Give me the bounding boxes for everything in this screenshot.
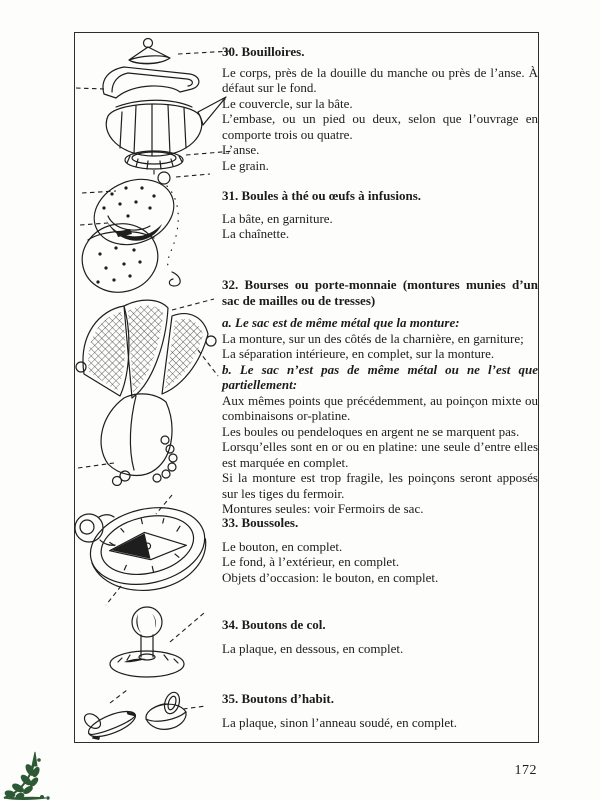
coat-buttons-illustration <box>80 688 208 746</box>
section-31-boules-a-the <box>222 188 538 242</box>
tea-ball-chain-icon <box>78 164 226 296</box>
section-heading: 32. Bourses ou porte-monnaie (montures munies d’un sac de mailles ou de tresses) <box>222 277 538 308</box>
section-text-line: Le fond, à l’extérieur, en complet. <box>222 554 400 569</box>
mesh-purse-illustration <box>70 292 222 486</box>
section-text-line: L’anse. <box>222 142 260 157</box>
collar-button-illustration <box>94 602 212 688</box>
kettle-illustration <box>74 36 239 178</box>
section-heading: 35. Boutons d’habit. <box>222 691 334 706</box>
section-text-line: La plaque, sinon l’anneau soudé, en complet. <box>222 714 458 730</box>
section-35-boutons-dhabit <box>222 691 538 730</box>
section-text-line: Le corps, près de la douille du manche ou près de l’anse. À défaut sur le fond. <box>222 64 538 95</box>
page-number: 172 <box>514 763 537 778</box>
section-text-line: Lorsqu’elles sont en or ou en platine: une seule d’entre elles est marquée en complet. <box>222 439 538 470</box>
corner-ornament <box>2 750 60 800</box>
section-32-bourses <box>222 277 538 517</box>
section-text-line: Si la monture est trop fragile, les poinçons seront apposés sur les tiges du fermoir. <box>222 470 538 501</box>
section-text-line: La bâte, en garniture. <box>222 210 333 226</box>
coat-buttons-icon <box>80 688 208 746</box>
tea-infuser-illustration <box>78 164 226 296</box>
subsection-a-heading: a. Le sac est de même métal que la monture: <box>222 315 460 330</box>
section-text-line: La séparation intérieure, en complet, sur la monture. <box>222 346 495 361</box>
section-33-boussoles <box>222 515 538 585</box>
section-text-line: Objets d’occasion: le bouton, en complet. <box>222 569 439 585</box>
section-text-line: Montures seules: voir Fermoirs de sac. <box>222 501 424 516</box>
section-text-line: L’embase, ou un pied ou deux, selon que l’ouvrage en comporte trois ou quatre. <box>222 111 538 142</box>
section-text-line: La monture, sur un des côtés de la charnière, en garniture; <box>222 330 524 346</box>
compass-illustration <box>66 494 224 606</box>
kettle-icon <box>74 36 239 178</box>
section-heading: 34. Boutons de col. <box>222 617 326 632</box>
section-text-line: La chaînette. <box>222 226 290 241</box>
mesh-purse-icon <box>70 292 222 486</box>
collar-button-icon <box>94 602 212 688</box>
section-text-line: La plaque, en dessous, en complet. <box>222 640 404 656</box>
section-text-line: Les boules ou pendeloques en argent ne se marquent pas. <box>222 423 520 439</box>
section-text-line: Le grain. <box>222 157 269 173</box>
section-heading: 30. Bouilloires. <box>222 44 305 59</box>
section-text-line: Le bouton, en complet. <box>222 538 343 554</box>
section-text-line: Aux mêmes points que précédemment, au poinçon mixte ou combinaisons or-platine. <box>222 392 538 423</box>
section-text-line: Le couvercle, sur la bâte. <box>222 95 353 111</box>
section-heading: 33. Boussoles. <box>222 515 299 530</box>
section-34-boutons-de-col <box>222 617 538 656</box>
compass-icon <box>66 494 224 606</box>
section-heading: 31. Boules à thé ou œufs à infusions. <box>222 188 422 203</box>
subsection-b-heading: b. Le sac n’est pas de même métal ou ne l’est que partiellement: <box>222 361 538 392</box>
green-foliage-ornament-icon <box>2 750 60 800</box>
section-30-bouilloires <box>222 44 538 173</box>
